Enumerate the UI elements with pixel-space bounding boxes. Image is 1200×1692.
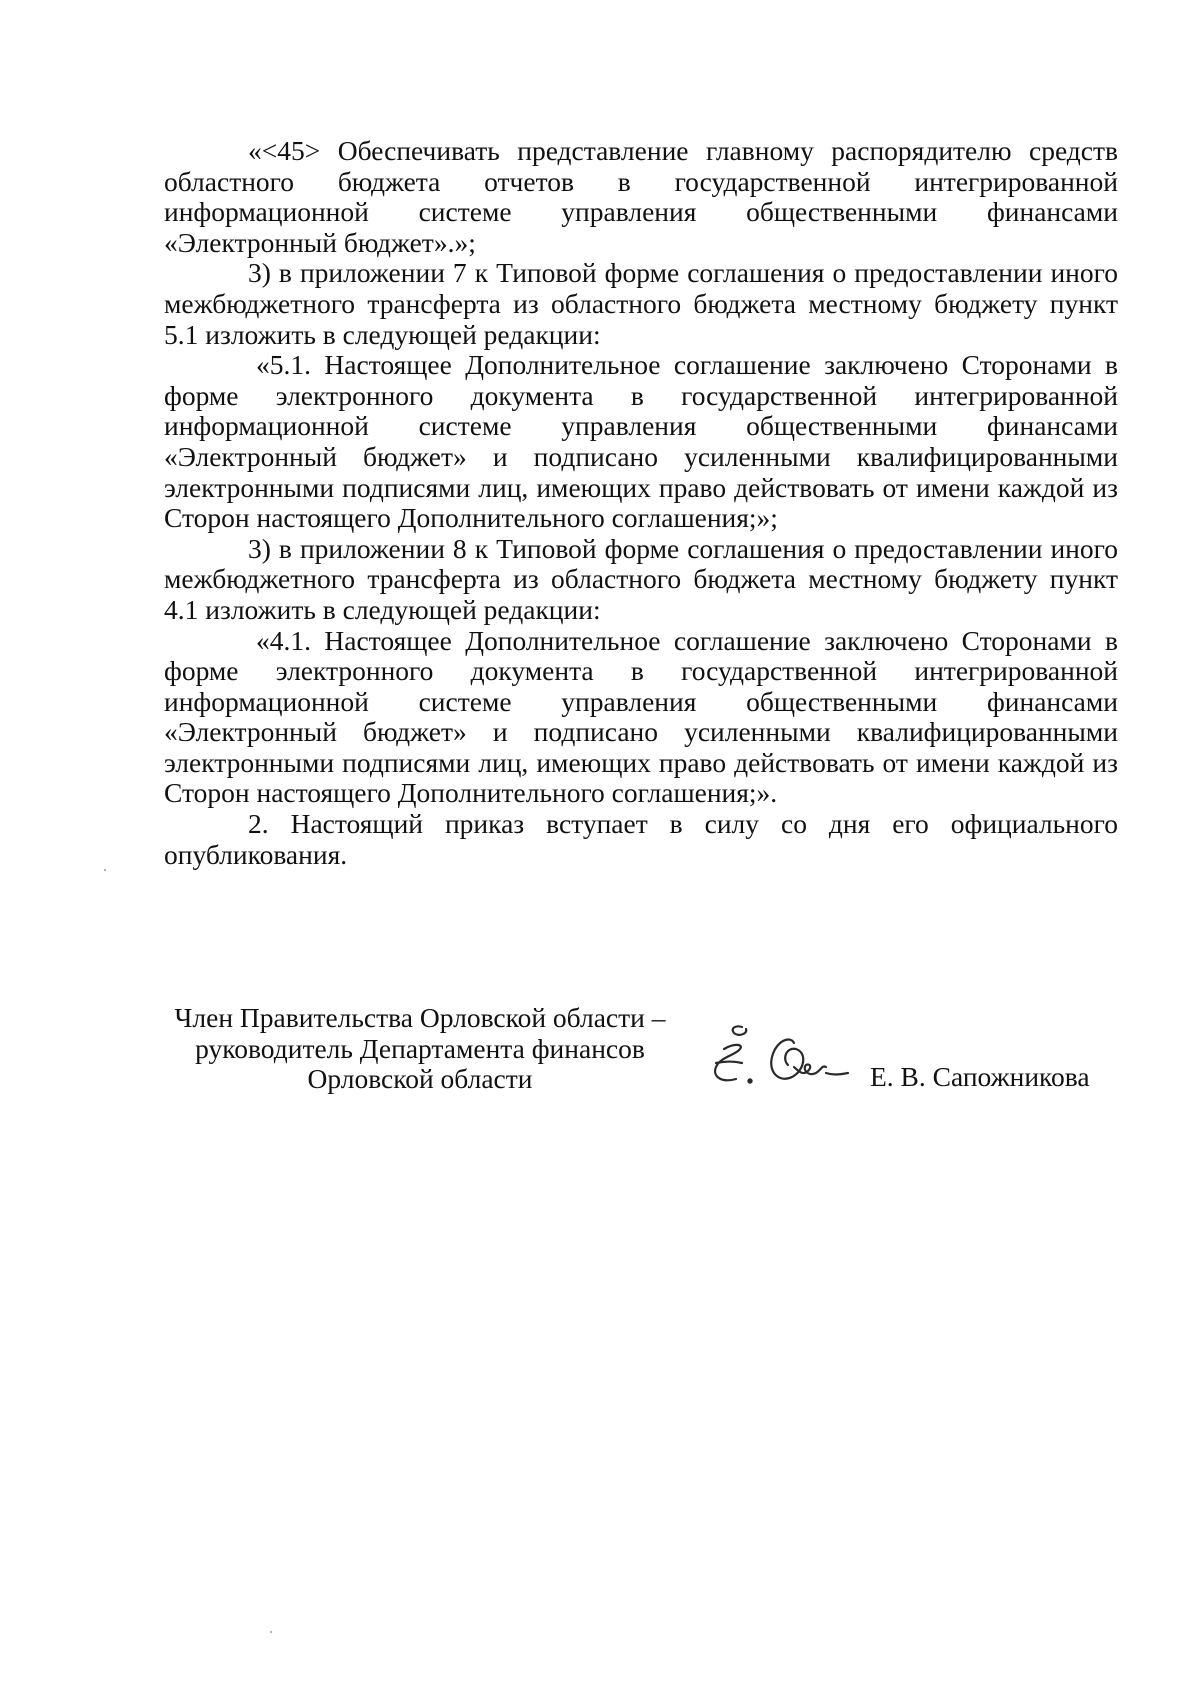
paragraph-item-5-1: «5.1. Настоящее Дополнительное соглашение заключено Сторонами в форме электронного документа в государственной интегрированной информационной системе управления общественными финансами «Электронный бюджет» и подписано усиленными квалифицированными электронными подписями лиц, имеющих право действовать от имени каждой из Сторон настоящего Дополнительного соглашения;»; bbox=[164, 349, 1118, 534]
paragraph-clause-45: «<45> Обеспечивать представление главному распорядителю средств областного бюджета отчетов в государственной интегрированной информационной системе управления общественными финансами «Электронный бюджет».»; bbox=[164, 135, 1118, 258]
signatory-position bbox=[150, 1003, 690, 1095]
signatory-name: Е. В. Сапожникова bbox=[870, 1061, 1090, 1092]
document-body bbox=[164, 136, 1118, 870]
paragraph-appendix-8: 3) в приложении 8 к Типовой форме соглашения о предоставлении иного межбюджетного трансферта из областного бюджета местному бюджету пункт 4.1 изложить в следующей редакции: bbox=[164, 532, 1118, 625]
scan-speck bbox=[104, 869, 106, 871]
scan-speck bbox=[270, 1631, 272, 1633]
paragraph-appendix-7: 3) в приложении 7 к Типовой форме соглашения о предоставлении иного межбюджетного трансферта из областного бюджета местному бюджету пункт 5.1 изложить в следующей редакции: bbox=[164, 257, 1118, 350]
signatory-position-line: Член Правительства Орловской области – bbox=[174, 1002, 666, 1033]
paragraph-order-effective: 2. Настоящий приказ вступает в силу со дня его официального опубликования. bbox=[164, 808, 1118, 870]
signature-block bbox=[150, 1003, 1130, 1113]
signatory-position-line: Орловской области bbox=[307, 1063, 533, 1095]
handwritten-signature bbox=[690, 1003, 860, 1098]
signatory-position-line: руководитель Департамента финансов bbox=[195, 1032, 645, 1064]
paragraph-item-4-1: «4.1. Настоящее Дополнительное соглашение заключено Сторонами в форме электронного документа в государственной интегрированной информационной системе управления общественными финансами «Электронный бюджет» и подписано усиленными квалифицированными электронными подписями лиц, имеющих право действовать от имени каждой из Сторон настоящего Дополнительного соглашения;». bbox=[164, 624, 1118, 809]
